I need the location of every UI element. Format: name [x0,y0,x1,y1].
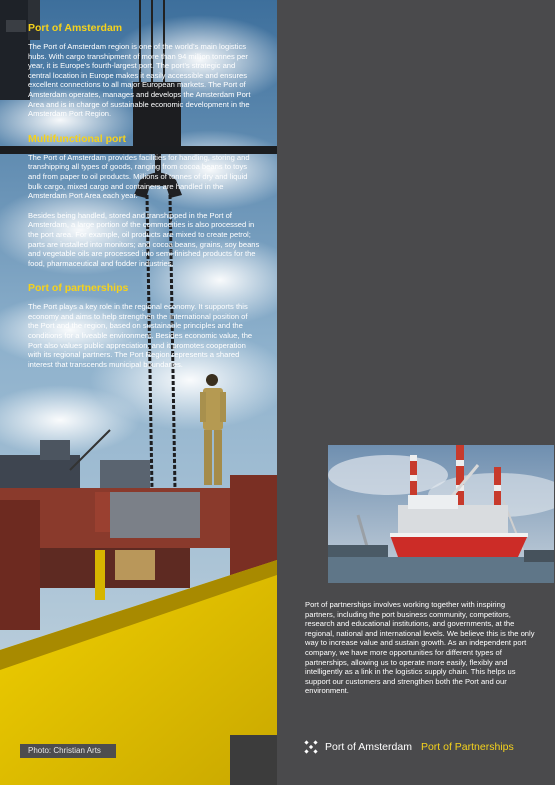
section-multifunctional-port [28,133,260,269]
footer-logo [304,739,514,755]
section-port-of-partnerships [28,282,260,369]
section-paragraph: The Port plays a key role in the regional economy. It supports this economy and aims to help strengthen the international position of the Port and the region, based on sustainable principles and the conditions for a liveable environment. Besides economic value, the Port also values public appreciation, and it promotes cooperation with its regional partners. The Port Region represents a shared interest that transcends municipal boundaries. [28,302,253,369]
section-heading: Port of partnerships [28,282,129,295]
logo-tagline: Port of Partnerships [420,741,514,753]
closing-paragraph: Port of partnerships involves working together with inspiring partners, including the port business community, competitors, research and educational institutions, and governments, at the regional, national and international levels. We believe this is the only way to increase value and sustain growth. As an independent port company, we have more opportunities for different types of partnerships, allowing us to operate more easily, flexibly and intelligently as a link in the logistics supply chain. This helps us support our customers and strengthen both the Port and our environment. [305,600,535,696]
section-heading: Multifunctional port [28,132,126,145]
section-paragraph: Besides being handled, stored and transhipped in the Port of Amsterdam, a large portion of the commodities is also processed in the port area. For example, oil products are mixed to create petrol; parts are installed into monitors; and cocoa beans, grains, soy beans and vegetable oils are processed into semi-finished products for the food, pharmaceutical and fodder industries. [28,210,260,268]
harbor-photo [328,445,554,583]
section-paragraph: The Port of Amsterdam region is one of the world’s main logistics hubs. With cargo transhipment of more than 94 million tonnes per year, it is Europe’s fourth-largest port. The port’s strategic and central location in Europe makes it easily accessible and ensures excellent connections to all major European markets. The Port of Amsterdam operates, manages and develops the Amsterdam Port Area and is in charge of sustainable economic development in the Amsterdam Port Region. [28,42,251,119]
logo-name: Port of Amsterdam [325,741,412,753]
port-logo-icon [304,740,318,754]
section-port-of-amsterdam [28,22,260,119]
offshore-vessel-photo [328,445,554,583]
section-paragraph: The Port of Amsterdam provides facilities for handling, storing and transhipping all types of goods, ranging from cocoa beans to toys and from paper to oil products. Millions of tonnes of dry and liquid bulk cargo, mixed cargo and containers are handled in the Amsterdam Port Area each year. [28,152,250,201]
section-heading: Port of Amsterdam [28,22,123,34]
photo-credit: Photo: Christian Arts [20,744,116,758]
article-content [28,22,260,379]
